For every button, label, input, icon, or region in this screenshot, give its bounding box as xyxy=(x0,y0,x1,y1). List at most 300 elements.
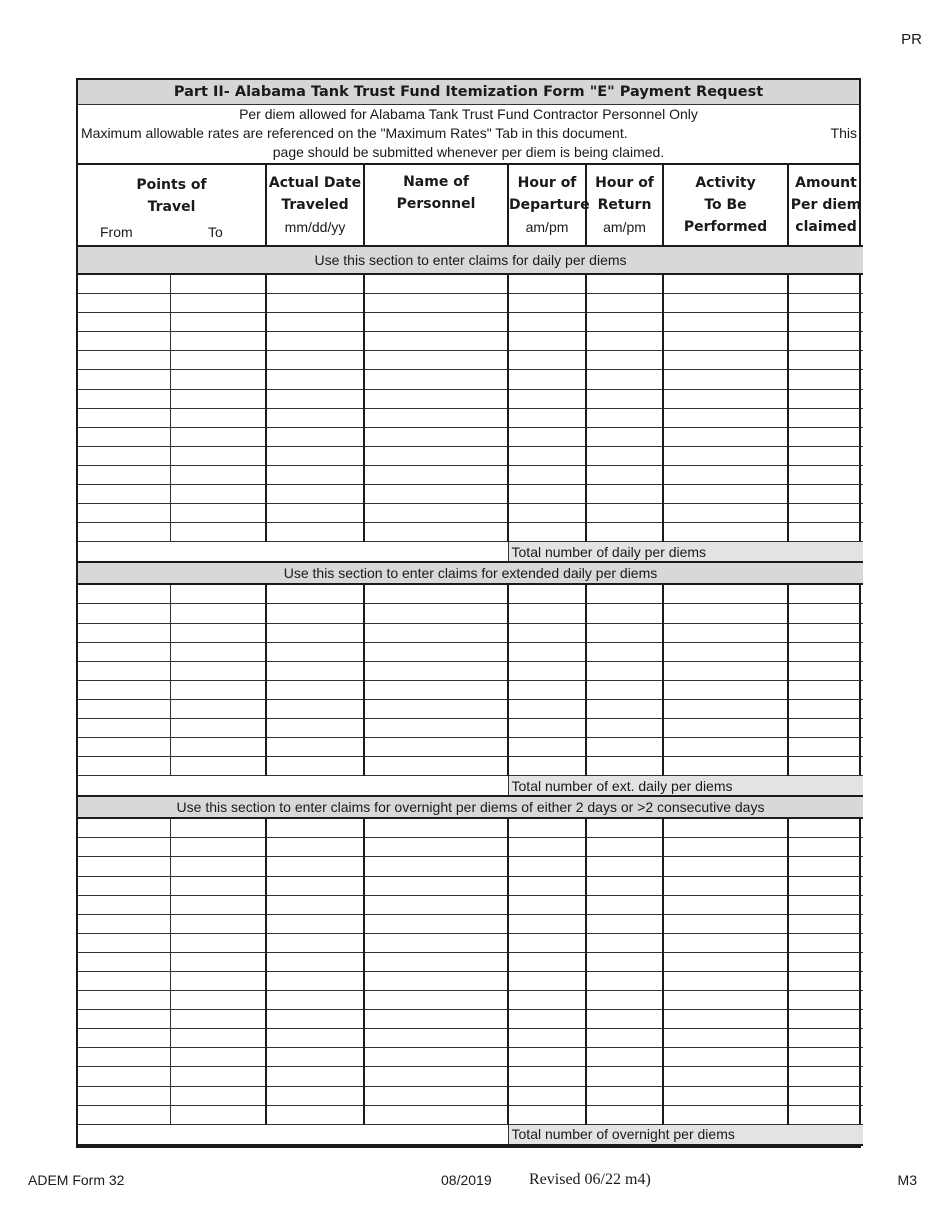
cell-activity[interactable] xyxy=(663,699,788,718)
cell-return[interactable] xyxy=(586,1105,663,1124)
cell-name[interactable] xyxy=(364,427,508,446)
cell-to[interactable] xyxy=(170,623,266,642)
cell-amount[interactable] xyxy=(788,1029,863,1048)
cell-return[interactable] xyxy=(586,604,663,623)
cell-amount[interactable] xyxy=(788,370,863,389)
cell-to[interactable] xyxy=(170,1086,266,1105)
cell-name[interactable] xyxy=(364,914,508,933)
cell-date[interactable] xyxy=(266,389,364,408)
cell-to[interactable] xyxy=(170,972,266,991)
cell-departure[interactable] xyxy=(508,718,586,737)
cell-name[interactable] xyxy=(364,446,508,465)
cell-activity[interactable] xyxy=(663,642,788,661)
cell-amount[interactable] xyxy=(788,1010,863,1029)
cell-return[interactable] xyxy=(586,446,663,465)
cell-to[interactable] xyxy=(170,1029,266,1048)
cell-from[interactable] xyxy=(78,584,170,604)
cell-from[interactable] xyxy=(78,332,170,351)
cell-activity[interactable] xyxy=(663,857,788,876)
cell-amount[interactable] xyxy=(788,623,863,642)
cell-to[interactable] xyxy=(170,738,266,757)
cell-from[interactable] xyxy=(78,351,170,370)
cell-name[interactable] xyxy=(364,1048,508,1067)
cell-activity[interactable] xyxy=(663,274,788,294)
cell-date[interactable] xyxy=(266,895,364,914)
cell-to[interactable] xyxy=(170,718,266,737)
cell-from[interactable] xyxy=(78,604,170,623)
cell-to[interactable] xyxy=(170,408,266,427)
cell-from[interactable] xyxy=(78,313,170,332)
cell-return[interactable] xyxy=(586,718,663,737)
cell-activity[interactable] xyxy=(663,623,788,642)
cell-activity[interactable] xyxy=(663,876,788,895)
cell-from[interactable] xyxy=(78,757,170,776)
cell-to[interactable] xyxy=(170,1105,266,1124)
cell-activity[interactable] xyxy=(663,523,788,542)
cell-name[interactable] xyxy=(364,818,508,838)
cell-amount[interactable] xyxy=(788,661,863,680)
cell-from[interactable] xyxy=(78,857,170,876)
cell-name[interactable] xyxy=(364,623,508,642)
cell-amount[interactable] xyxy=(788,446,863,465)
cell-activity[interactable] xyxy=(663,313,788,332)
cell-return[interactable] xyxy=(586,757,663,776)
cell-departure[interactable] xyxy=(508,623,586,642)
cell-date[interactable] xyxy=(266,757,364,776)
cell-date[interactable] xyxy=(266,351,364,370)
cell-return[interactable] xyxy=(586,680,663,699)
cell-activity[interactable] xyxy=(663,933,788,952)
cell-departure[interactable] xyxy=(508,914,586,933)
cell-amount[interactable] xyxy=(788,1067,863,1086)
cell-amount[interactable] xyxy=(788,504,863,523)
cell-departure[interactable] xyxy=(508,661,586,680)
cell-return[interactable] xyxy=(586,838,663,857)
cell-activity[interactable] xyxy=(663,718,788,737)
cell-from[interactable] xyxy=(78,623,170,642)
cell-activity[interactable] xyxy=(663,427,788,446)
cell-from[interactable] xyxy=(78,680,170,699)
cell-date[interactable] xyxy=(266,465,364,484)
cell-date[interactable] xyxy=(266,1048,364,1067)
cell-to[interactable] xyxy=(170,661,266,680)
cell-activity[interactable] xyxy=(663,680,788,699)
cell-return[interactable] xyxy=(586,351,663,370)
cell-return[interactable] xyxy=(586,1029,663,1048)
cell-activity[interactable] xyxy=(663,446,788,465)
cell-name[interactable] xyxy=(364,1029,508,1048)
cell-name[interactable] xyxy=(364,661,508,680)
cell-departure[interactable] xyxy=(508,604,586,623)
cell-from[interactable] xyxy=(78,838,170,857)
cell-amount[interactable] xyxy=(788,738,863,757)
cell-to[interactable] xyxy=(170,465,266,484)
cell-from[interactable] xyxy=(78,718,170,737)
cell-from[interactable] xyxy=(78,294,170,313)
cell-name[interactable] xyxy=(364,465,508,484)
cell-activity[interactable] xyxy=(663,504,788,523)
cell-to[interactable] xyxy=(170,1067,266,1086)
cell-to[interactable] xyxy=(170,274,266,294)
cell-activity[interactable] xyxy=(663,465,788,484)
cell-departure[interactable] xyxy=(508,584,586,604)
cell-date[interactable] xyxy=(266,991,364,1010)
cell-date[interactable] xyxy=(266,584,364,604)
cell-from[interactable] xyxy=(78,1029,170,1048)
cell-to[interactable] xyxy=(170,584,266,604)
cell-departure[interactable] xyxy=(508,972,586,991)
cell-name[interactable] xyxy=(364,274,508,294)
cell-name[interactable] xyxy=(364,294,508,313)
cell-name[interactable] xyxy=(364,933,508,952)
cell-departure[interactable] xyxy=(508,389,586,408)
cell-name[interactable] xyxy=(364,370,508,389)
cell-return[interactable] xyxy=(586,1086,663,1105)
cell-date[interactable] xyxy=(266,623,364,642)
cell-amount[interactable] xyxy=(788,838,863,857)
cell-name[interactable] xyxy=(364,991,508,1010)
cell-name[interactable] xyxy=(364,604,508,623)
cell-from[interactable] xyxy=(78,408,170,427)
cell-date[interactable] xyxy=(266,876,364,895)
cell-activity[interactable] xyxy=(663,991,788,1010)
cell-name[interactable] xyxy=(364,1067,508,1086)
cell-return[interactable] xyxy=(586,1067,663,1086)
cell-amount[interactable] xyxy=(788,857,863,876)
cell-amount[interactable] xyxy=(788,523,863,542)
cell-activity[interactable] xyxy=(663,757,788,776)
cell-amount[interactable] xyxy=(788,1105,863,1124)
cell-from[interactable] xyxy=(78,485,170,504)
cell-activity[interactable] xyxy=(663,895,788,914)
cell-name[interactable] xyxy=(364,504,508,523)
cell-amount[interactable] xyxy=(788,914,863,933)
cell-to[interactable] xyxy=(170,332,266,351)
cell-to[interactable] xyxy=(170,757,266,776)
cell-name[interactable] xyxy=(364,972,508,991)
cell-date[interactable] xyxy=(266,313,364,332)
cell-departure[interactable] xyxy=(508,1010,586,1029)
cell-return[interactable] xyxy=(586,991,663,1010)
cell-departure[interactable] xyxy=(508,699,586,718)
cell-date[interactable] xyxy=(266,523,364,542)
cell-departure[interactable] xyxy=(508,351,586,370)
cell-activity[interactable] xyxy=(663,952,788,971)
cell-return[interactable] xyxy=(586,818,663,838)
cell-to[interactable] xyxy=(170,427,266,446)
cell-name[interactable] xyxy=(364,408,508,427)
cell-return[interactable] xyxy=(586,389,663,408)
cell-departure[interactable] xyxy=(508,876,586,895)
cell-date[interactable] xyxy=(266,661,364,680)
cell-from[interactable] xyxy=(78,972,170,991)
cell-name[interactable] xyxy=(364,313,508,332)
cell-from[interactable] xyxy=(78,642,170,661)
cell-from[interactable] xyxy=(78,661,170,680)
cell-to[interactable] xyxy=(170,914,266,933)
cell-return[interactable] xyxy=(586,623,663,642)
cell-departure[interactable] xyxy=(508,465,586,484)
cell-amount[interactable] xyxy=(788,332,863,351)
cell-from[interactable] xyxy=(78,523,170,542)
cell-date[interactable] xyxy=(266,294,364,313)
cell-departure[interactable] xyxy=(508,332,586,351)
cell-return[interactable] xyxy=(586,876,663,895)
cell-return[interactable] xyxy=(586,408,663,427)
cell-departure[interactable] xyxy=(508,642,586,661)
cell-amount[interactable] xyxy=(788,485,863,504)
cell-from[interactable] xyxy=(78,1048,170,1067)
cell-date[interactable] xyxy=(266,370,364,389)
cell-name[interactable] xyxy=(364,351,508,370)
cell-from[interactable] xyxy=(78,991,170,1010)
cell-departure[interactable] xyxy=(508,738,586,757)
cell-return[interactable] xyxy=(586,972,663,991)
cell-departure[interactable] xyxy=(508,1086,586,1105)
cell-activity[interactable] xyxy=(663,1010,788,1029)
cell-from[interactable] xyxy=(78,895,170,914)
cell-to[interactable] xyxy=(170,991,266,1010)
cell-amount[interactable] xyxy=(788,351,863,370)
cell-return[interactable] xyxy=(586,504,663,523)
cell-date[interactable] xyxy=(266,504,364,523)
cell-date[interactable] xyxy=(266,972,364,991)
cell-name[interactable] xyxy=(364,584,508,604)
cell-return[interactable] xyxy=(586,294,663,313)
cell-amount[interactable] xyxy=(788,757,863,776)
cell-amount[interactable] xyxy=(788,313,863,332)
cell-activity[interactable] xyxy=(663,370,788,389)
cell-name[interactable] xyxy=(364,699,508,718)
cell-name[interactable] xyxy=(364,389,508,408)
cell-activity[interactable] xyxy=(663,332,788,351)
cell-return[interactable] xyxy=(586,485,663,504)
cell-name[interactable] xyxy=(364,876,508,895)
cell-from[interactable] xyxy=(78,389,170,408)
cell-to[interactable] xyxy=(170,680,266,699)
cell-name[interactable] xyxy=(364,895,508,914)
cell-activity[interactable] xyxy=(663,1105,788,1124)
cell-date[interactable] xyxy=(266,1067,364,1086)
cell-date[interactable] xyxy=(266,914,364,933)
cell-return[interactable] xyxy=(586,738,663,757)
cell-date[interactable] xyxy=(266,332,364,351)
cell-return[interactable] xyxy=(586,313,663,332)
cell-name[interactable] xyxy=(364,857,508,876)
cell-return[interactable] xyxy=(586,465,663,484)
cell-amount[interactable] xyxy=(788,389,863,408)
cell-return[interactable] xyxy=(586,661,663,680)
cell-return[interactable] xyxy=(586,332,663,351)
cell-from[interactable] xyxy=(78,504,170,523)
cell-amount[interactable] xyxy=(788,465,863,484)
cell-to[interactable] xyxy=(170,294,266,313)
cell-departure[interactable] xyxy=(508,408,586,427)
cell-amount[interactable] xyxy=(788,991,863,1010)
cell-to[interactable] xyxy=(170,370,266,389)
cell-to[interactable] xyxy=(170,604,266,623)
cell-return[interactable] xyxy=(586,857,663,876)
cell-activity[interactable] xyxy=(663,1029,788,1048)
cell-amount[interactable] xyxy=(788,876,863,895)
cell-name[interactable] xyxy=(364,952,508,971)
cell-date[interactable] xyxy=(266,604,364,623)
cell-from[interactable] xyxy=(78,427,170,446)
cell-activity[interactable] xyxy=(663,972,788,991)
cell-departure[interactable] xyxy=(508,991,586,1010)
cell-amount[interactable] xyxy=(788,1086,863,1105)
cell-to[interactable] xyxy=(170,1010,266,1029)
cell-return[interactable] xyxy=(586,699,663,718)
cell-return[interactable] xyxy=(586,1010,663,1029)
cell-name[interactable] xyxy=(364,838,508,857)
cell-name[interactable] xyxy=(364,642,508,661)
cell-from[interactable] xyxy=(78,1086,170,1105)
cell-name[interactable] xyxy=(364,1010,508,1029)
cell-departure[interactable] xyxy=(508,818,586,838)
cell-from[interactable] xyxy=(78,1105,170,1124)
cell-to[interactable] xyxy=(170,642,266,661)
cell-amount[interactable] xyxy=(788,584,863,604)
cell-date[interactable] xyxy=(266,1029,364,1048)
cell-to[interactable] xyxy=(170,523,266,542)
cell-activity[interactable] xyxy=(663,818,788,838)
cell-date[interactable] xyxy=(266,427,364,446)
cell-departure[interactable] xyxy=(508,274,586,294)
cell-to[interactable] xyxy=(170,895,266,914)
cell-to[interactable] xyxy=(170,818,266,838)
cell-date[interactable] xyxy=(266,1105,364,1124)
cell-date[interactable] xyxy=(266,838,364,857)
cell-activity[interactable] xyxy=(663,389,788,408)
cell-date[interactable] xyxy=(266,952,364,971)
cell-departure[interactable] xyxy=(508,1105,586,1124)
cell-departure[interactable] xyxy=(508,313,586,332)
cell-activity[interactable] xyxy=(663,1048,788,1067)
cell-return[interactable] xyxy=(586,642,663,661)
cell-departure[interactable] xyxy=(508,933,586,952)
cell-return[interactable] xyxy=(586,895,663,914)
cell-amount[interactable] xyxy=(788,718,863,737)
cell-to[interactable] xyxy=(170,351,266,370)
cell-departure[interactable] xyxy=(508,1029,586,1048)
cell-to[interactable] xyxy=(170,313,266,332)
cell-name[interactable] xyxy=(364,1105,508,1124)
cell-name[interactable] xyxy=(364,718,508,737)
cell-return[interactable] xyxy=(586,933,663,952)
cell-date[interactable] xyxy=(266,738,364,757)
cell-amount[interactable] xyxy=(788,642,863,661)
cell-return[interactable] xyxy=(586,1048,663,1067)
cell-from[interactable] xyxy=(78,952,170,971)
cell-activity[interactable] xyxy=(663,738,788,757)
cell-date[interactable] xyxy=(266,857,364,876)
cell-departure[interactable] xyxy=(508,857,586,876)
cell-return[interactable] xyxy=(586,274,663,294)
cell-name[interactable] xyxy=(364,1086,508,1105)
cell-activity[interactable] xyxy=(663,914,788,933)
cell-name[interactable] xyxy=(364,485,508,504)
cell-name[interactable] xyxy=(364,680,508,699)
cell-departure[interactable] xyxy=(508,680,586,699)
cell-amount[interactable] xyxy=(788,680,863,699)
cell-to[interactable] xyxy=(170,1048,266,1067)
cell-departure[interactable] xyxy=(508,757,586,776)
cell-amount[interactable] xyxy=(788,699,863,718)
cell-amount[interactable] xyxy=(788,294,863,313)
cell-to[interactable] xyxy=(170,485,266,504)
cell-date[interactable] xyxy=(266,933,364,952)
cell-to[interactable] xyxy=(170,838,266,857)
cell-date[interactable] xyxy=(266,446,364,465)
cell-activity[interactable] xyxy=(663,1086,788,1105)
cell-from[interactable] xyxy=(78,370,170,389)
cell-date[interactable] xyxy=(266,1010,364,1029)
cell-from[interactable] xyxy=(78,933,170,952)
cell-name[interactable] xyxy=(364,332,508,351)
cell-date[interactable] xyxy=(266,1086,364,1105)
cell-amount[interactable] xyxy=(788,1048,863,1067)
cell-date[interactable] xyxy=(266,408,364,427)
cell-departure[interactable] xyxy=(508,952,586,971)
cell-from[interactable] xyxy=(78,446,170,465)
cell-from[interactable] xyxy=(78,274,170,294)
cell-departure[interactable] xyxy=(508,446,586,465)
cell-to[interactable] xyxy=(170,389,266,408)
cell-from[interactable] xyxy=(78,818,170,838)
cell-to[interactable] xyxy=(170,952,266,971)
cell-departure[interactable] xyxy=(508,838,586,857)
cell-to[interactable] xyxy=(170,857,266,876)
cell-to[interactable] xyxy=(170,446,266,465)
cell-amount[interactable] xyxy=(788,895,863,914)
cell-date[interactable] xyxy=(266,699,364,718)
cell-from[interactable] xyxy=(78,914,170,933)
cell-return[interactable] xyxy=(586,584,663,604)
cell-return[interactable] xyxy=(586,914,663,933)
cell-return[interactable] xyxy=(586,523,663,542)
cell-departure[interactable] xyxy=(508,895,586,914)
cell-return[interactable] xyxy=(586,952,663,971)
cell-return[interactable] xyxy=(586,370,663,389)
cell-date[interactable] xyxy=(266,718,364,737)
cell-from[interactable] xyxy=(78,465,170,484)
cell-from[interactable] xyxy=(78,876,170,895)
cell-activity[interactable] xyxy=(663,584,788,604)
cell-amount[interactable] xyxy=(788,952,863,971)
cell-activity[interactable] xyxy=(663,604,788,623)
cell-activity[interactable] xyxy=(663,351,788,370)
cell-name[interactable] xyxy=(364,523,508,542)
cell-from[interactable] xyxy=(78,738,170,757)
cell-activity[interactable] xyxy=(663,661,788,680)
cell-from[interactable] xyxy=(78,699,170,718)
cell-to[interactable] xyxy=(170,699,266,718)
cell-departure[interactable] xyxy=(508,1067,586,1086)
cell-name[interactable] xyxy=(364,738,508,757)
cell-departure[interactable] xyxy=(508,523,586,542)
cell-date[interactable] xyxy=(266,818,364,838)
cell-amount[interactable] xyxy=(788,274,863,294)
cell-activity[interactable] xyxy=(663,408,788,427)
cell-departure[interactable] xyxy=(508,370,586,389)
cell-activity[interactable] xyxy=(663,294,788,313)
cell-departure[interactable] xyxy=(508,294,586,313)
cell-to[interactable] xyxy=(170,933,266,952)
cell-activity[interactable] xyxy=(663,838,788,857)
cell-amount[interactable] xyxy=(788,427,863,446)
cell-from[interactable] xyxy=(78,1067,170,1086)
